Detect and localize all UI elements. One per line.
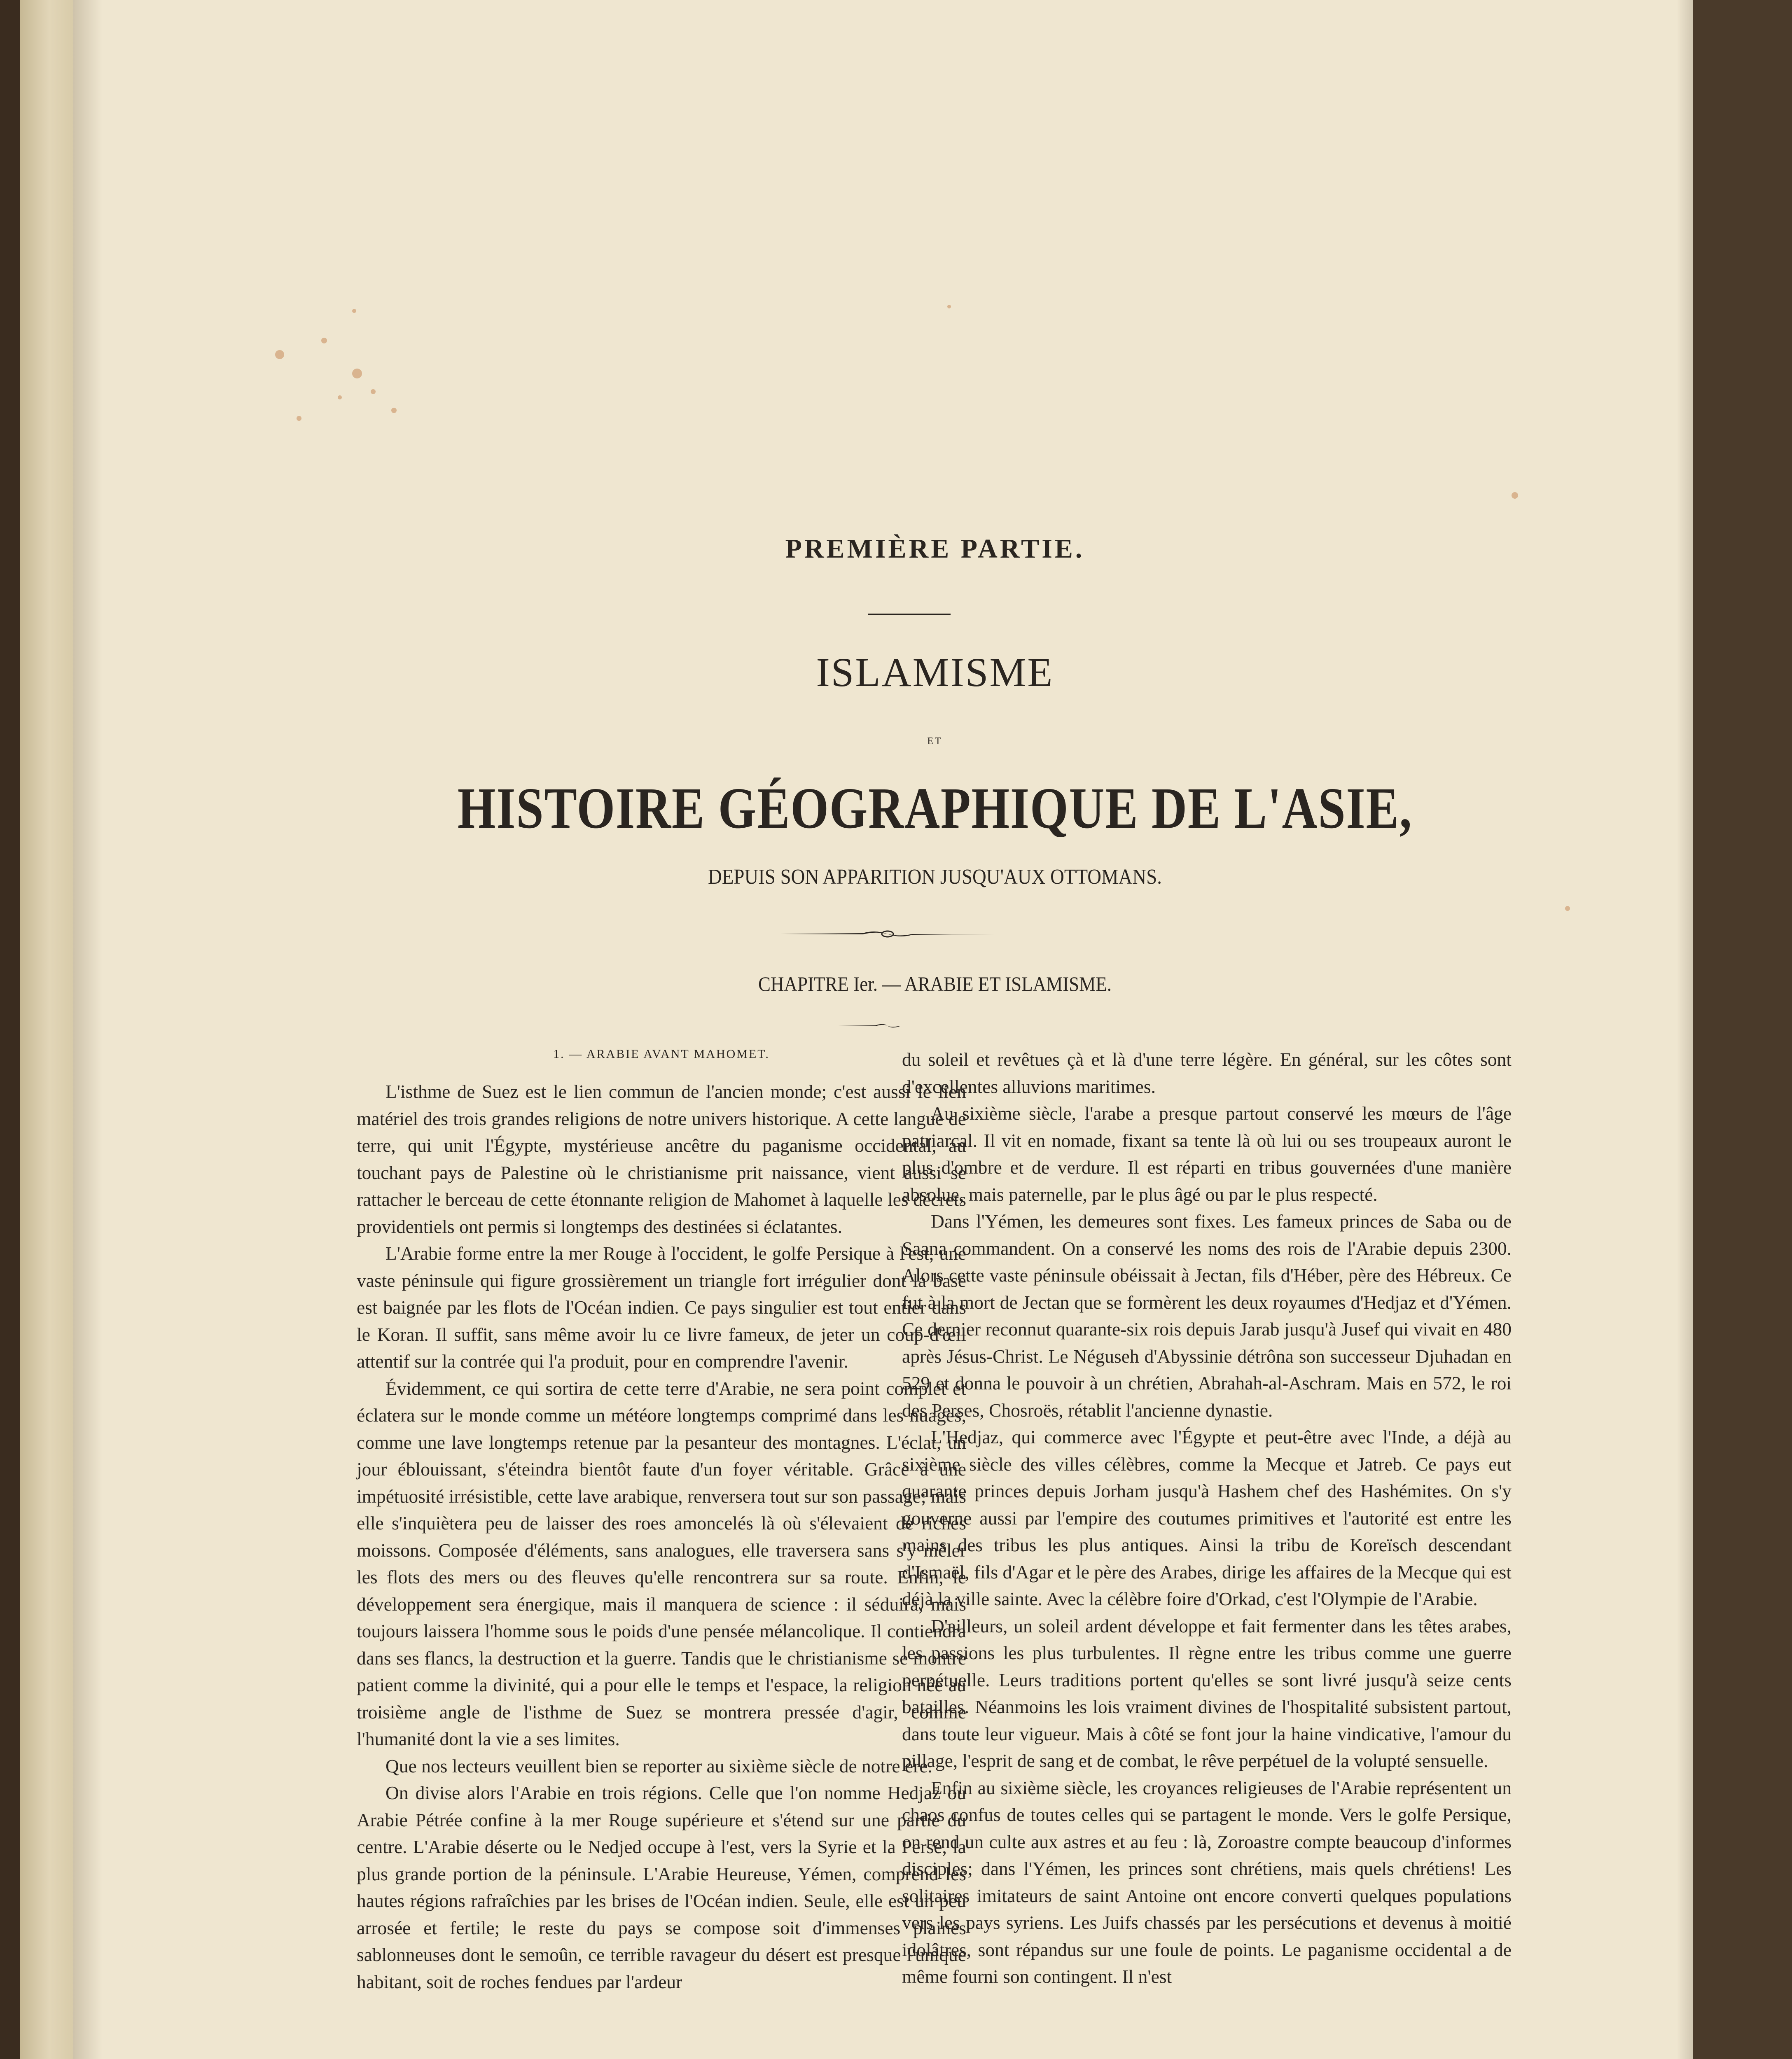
text-column-right: [902, 1046, 1512, 1990]
paragraph: Enfin au sixième siècle, les croyances religieuses de l'Arabie représentent un chaos confus de toutes celles qui se partagent le monde. Vers le golfe Persique, on rend un culte aux astres et au feu : là, Zoroastre compte beaucoup d'informes disciples; dans l'Yémen, les princes sont chrétiens, mais quels chrétiens! Les solitaires imitateurs de saint Antoine ont encore converti quelques populations vers les pays syriens. Les Juifs chassés par les persécutions et devenus à moitié idolâtres, sont répandus sur une foule de points. Le paganisme occidental a de même fourni son contingent. Il n'est: [902, 1777, 1512, 1987]
ornament-divider: [780, 929, 995, 939]
paragraph: Dans l'Yémen, les demeures sont fixes. Les fameux princes de Saba ou de Saana commandent. On a conservé les noms des rois de l'Arabie depuis 2300. Alors cette vaste péninsule obéissait à Jectan, fils d'Héber, père des Hébreux. Ce fut à la mort de Jectan que se formèrent les deux royaumes d'Hedjaz et d'Yémen. Ce dernier reconnut quarante-six rois depuis Jarab jusqu'à Jusef qui vivait en 480 après Jésus-Christ. Le Néguseh d'Abyssinie détrôna son successeur Djuhadan en 529 et donna le pouvoir à un chrétien, Abrahah-al-Aschram. Mais en 572, le roi des Perses, Chosroës, rétablit l'ancienne dynastie.: [902, 1211, 1512, 1421]
previous-page-edge: [20, 0, 73, 2059]
divider-rule: [868, 614, 951, 615]
binding-edge: [0, 0, 20, 2059]
scan-border-right: [1693, 0, 1792, 2059]
subtitle: DEPUIS SON APPARITION JUSQU'AUX OTTOMANS.: [708, 865, 1162, 889]
part-heading: PREMIÈRE PARTIE.: [785, 534, 1085, 564]
paragraph: D'ailleurs, un soleil ardent développe et fait fermenter dans les têtes arabes, les passions les plus turbulentes. Il règne entre les tribus comme une guerre perpétuelle. Leurs traditions portent qu'elles se sont livré jusqu'à seize cents batailles. Néanmoins les lois vraiment divines de l'hospitalité subsistent partout, dans toute leur vigueur. Mais à côté se font jour la haine vindicative, l'amour du pillage, l'esprit de sang et de combat, le rêve perpétuel de la volupté sensuelle.: [902, 1615, 1512, 1771]
chapter-heading: CHAPITRE Ier. — ARABIE ET ISLAMISME.: [758, 972, 1112, 995]
paragraph: du soleil et revêtues çà et là d'une terre légère. En général, sur les côtes sont d'excellentes alluvions maritimes.: [902, 1049, 1512, 1097]
paragraph: On divise alors l'Arabie en trois régions. Celle que l'on nomme Hedjaz ou Arabie Pétrée confine à la mer Rouge supérieure et s'étend sur une partie du centre. L'Arabie déserte ou le Nedjed occupe à l'est, vers la Syrie et la Perse, la plus grande portion de la péninsule. L'Arabie Heureuse, Yémen, comprend les hautes régions rafraîchies par les brises de l'Océan indien. Seule, elle est un peu arrosée et fertile; le reste du pays se compose soit d'immenses plaines sablonneuses dont le semoûn, ce terrible ravageur du désert est presque l'unique habitant, soit de roches fendues par l'ardeur: [357, 1782, 966, 1992]
main-title: HISTOIRE GÉOGRAPHIQUE DE L'ASIE,: [457, 775, 1413, 840]
text-column-left: [357, 1046, 966, 1995]
paragraph: L'Arabie forme entre la mer Rouge à l'occident, le golfe Persique à l'est, une vaste péninsule qui figure grossièrement un triangle fort irrégulier dont la base est baignée par les flots de l'Océan indien. Ce pays singulier est tout entier dans le Koran. Il suffit, sans même avoir lu ce livre fameux, de jeter un coup-d'œil attentif sur la contrée qui l'a produit, pour en comprendre l'avenir.: [357, 1243, 966, 1372]
paragraph: L'isthme de Suez est le lien commun de l'ancien monde; c'est aussi le lien matériel des trois grandes religions de notre univers historique. A cette langue de terre, qui unit l'Égypte, mystérieuse ancêtre du paganisme occidental, au touchant pays de Palestine où le christianisme prit naissance, vient aussi se rattacher le berceau de cette étonnante religion de Mahomet à laquelle les décrets providentiels ont permis si longtemps des destinées si éclatantes.: [357, 1081, 966, 1237]
paragraph: Que nos lecteurs veuillent bien se reporter au sixième siècle de notre ère.: [386, 1755, 932, 1777]
ornament-small: [838, 1020, 937, 1031]
gutter-shadow: [73, 0, 102, 2059]
title-islamisme: ISLAMISME: [816, 649, 1054, 695]
paragraph: L'Hedjaz, qui commerce avec l'Égypte et peut-être avec l'Inde, a déjà au sixième siècle des villes célèbres, comme la Mecque et Jatreb. Ce pays eut quarante princes depuis Jorham jusqu'à Hashem chef des Hashémites. On s'y gouverne aussi par l'empire des coutumes primitives et l'autorité est entre les mains des tribus les plus antiques. Ainsi la tribu de Koreïsch descendant d'Ismaël, fils d'Agar et le père des Arabes, dirige les affaires de la Mecque qui est déjà la ville sainte. Avec la célèbre foire d'Orkad, c'est l'Olympie de l'Arabie.: [902, 1426, 1512, 1609]
paragraph: Évidemment, ce qui sortira de cette terre d'Arabie, ne sera point complet et éclatera sur le monde comme un météore longtemps comprimé dans les nuages, comme une lave longtemps retenue par la pesanteur des montagnes. L'éclat, un jour éblouissant, s'éteindra bientôt faute d'un foyer véritable. Grâce à une impétuosité irrésistible, cette lave arabique, renversera tout sur son passage; mais elle s'inquiètera peu de laisser des roes amoncelés là où s'élevaient de riches moissons. Composée d'éléments, sans analogues, elle traversera sans s'y mêler les flots des mers ou des fleuves qu'elle rencontrera sur sa route. Enfin, le développement sera énergique, mais il manquera de science : il séduira, mais toujours laissera l'homme sous le poids d'une pensée mélancolique. Il contiendra dans ses flancs, la destruction et la guerre. Tandis que le christianisme se montre patient comme la divinité, qui a pour elle le temps et l'espace, la religion née au troisième angle de l'isthme de Suez se montrera pressée d'agir, comme l'humanité dont la vie a ses limites.: [357, 1377, 966, 1749]
paragraph: Au sixième siècle, l'arabe a presque partout conservé les mœurs de l'âge patriarcal. Il vit en nomade, fixant sa tente là où lui ou ses troupeaux auront le plus d'ombre et de verdure. Il est réparti en tribus gouvernées d'une manière absolue, mais paternelle, par le plus âgé ou par le plus respecté.: [902, 1103, 1512, 1205]
page-edge-shade: [1677, 0, 1693, 2059]
title-conjunction: ET: [927, 736, 943, 747]
section-heading: 1. — ARABIE AVANT MAHOMET.: [553, 1047, 770, 1061]
